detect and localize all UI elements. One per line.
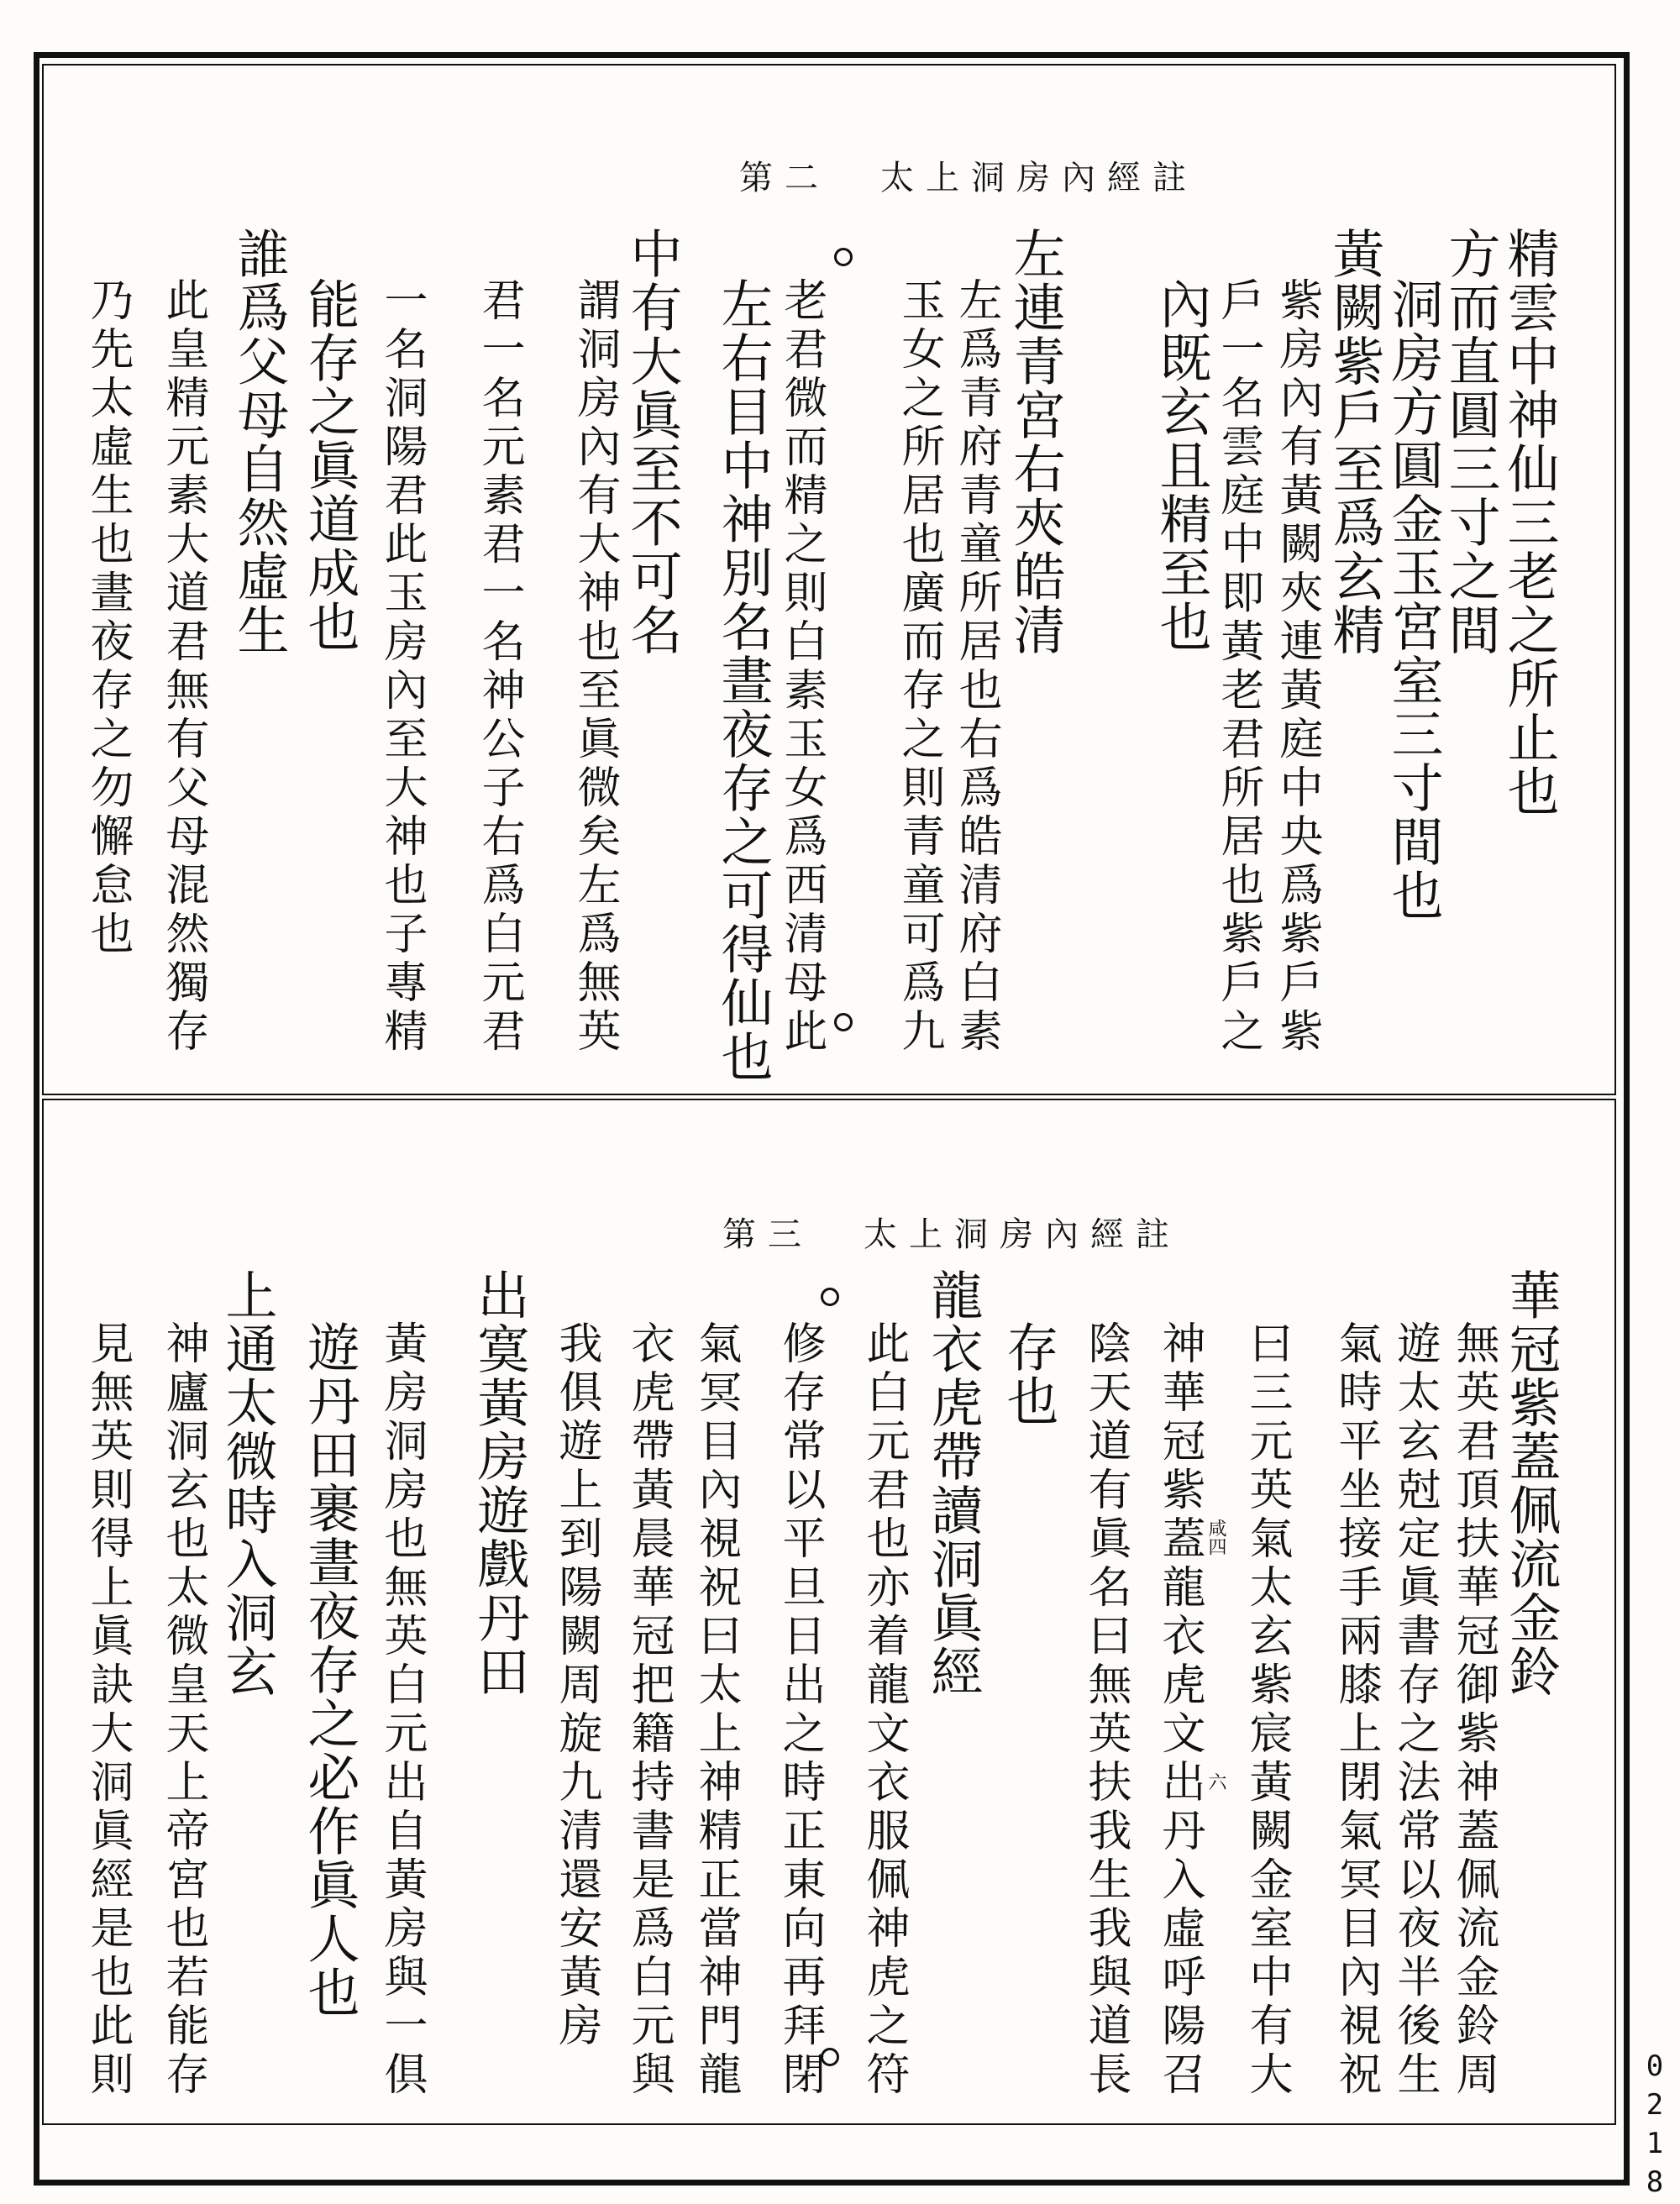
page-number: 0218 [1638, 2049, 1672, 2204]
lower-col-2: 無英君頂扶華冠御紫神蓋佩流金鈴周 [1448, 1320, 1499, 2100]
upper-circle-mark-1 [834, 248, 853, 266]
upper-header-title: 太上洞房內經註 [880, 159, 1198, 197]
lower-col-5: 曰三元英氣太玄紫宸黃闕金室中有大 [1242, 1320, 1292, 2100]
upper-col-14: 謂洞房內有大神也至眞微矣左爲無英 [570, 277, 620, 1057]
upper-col-1: 精雲中神仙三老之所止也 [1499, 227, 1560, 818]
upper-header-page: 第二 [739, 159, 830, 197]
lower-circle-mark-2 [821, 2048, 839, 2066]
upper-col-18: 誰爲父母自然虛生 [228, 227, 290, 657]
upper-col-2: 方而直圓三寸之間 [1440, 227, 1501, 657]
upper-col-17: 能存之眞道成也 [299, 277, 360, 653]
lower-col-14: 我俱遊上到陽闕周旋九清還安黃房 [551, 1320, 601, 2051]
lower-col-3: 遊太玄尅定眞書存之法常以夜半後生 [1389, 1320, 1440, 2100]
lower-col-13: 衣虎帶黃晨華冠把籍持書是爲白元與 [623, 1320, 674, 2100]
lower-col-4: 氣時平坐接手兩膝上閉氣冥目內視祝 [1331, 1320, 1381, 2100]
upper-col-20: 乃先太虛生也晝夜存之勿懈怠也 [82, 277, 133, 959]
lower-col-19: 神廬洞玄也太微皇天上帝宮也若能存 [158, 1320, 208, 2100]
lower-col-15: 出寞黃房遊戲丹田 [469, 1268, 530, 1698]
lower-col-9: 龍衣虎帶讀洞眞經 [922, 1268, 984, 1698]
lower-col-1: 華冠紫蓋佩流金鈴 [1500, 1268, 1562, 1698]
lower-margin-note-1: 咸四 [1205, 1519, 1226, 1556]
lower-header-title: 太上洞房內經註 [864, 1215, 1181, 1254]
lower-circle-mark-1 [821, 1288, 839, 1306]
upper-col-8: 左連青宮右夾皓清 [1005, 227, 1066, 657]
lower-col-6: 神華冠紫蓋龍衣虎文出丹入虛呼陽召 [1154, 1320, 1205, 2100]
upper-col-12: 左右目中神別名晝夜存之可得仙也 [712, 277, 774, 1084]
lower-col-16: 黃房洞房也無英白元出自黃房與一俱 [376, 1320, 427, 2100]
lower-header [722, 1208, 1181, 1256]
upper-col-7: 內既玄且精至也 [1151, 277, 1212, 653]
lower-col-10: 此白元君也亦着龍文衣服佩神虎之符 [858, 1320, 909, 2100]
upper-col-3: 洞房方圓金玉宮室三寸間也 [1383, 277, 1444, 922]
upper-col-19: 此皇精元素大道君無有父母混然獨存 [158, 277, 208, 1057]
lower-col-20: 見無英則得上眞訣大洞眞經是也此則 [82, 1320, 133, 2100]
lower-header-page: 第三 [722, 1215, 813, 1254]
upper-col-10: 玉女之所居也廣而存之則青童可爲九 [894, 277, 944, 1057]
upper-col-13: 中有大眞至不可名 [622, 227, 683, 657]
upper-col-5: 紫房內有黃闕夾連黃庭中央爲紫戶紫 [1272, 277, 1322, 1057]
lower-col-17: 遊丹田裹晝夜存之必作眞人也 [299, 1320, 360, 2019]
lower-margin-note-2: 六 [1205, 1772, 1226, 1791]
lower-col-11: 修存常以平旦日出之時正東向再拜閉 [774, 1320, 825, 2100]
lower-col-18: 上通太微時入洞玄 [217, 1268, 278, 1698]
upper-header [739, 151, 1198, 199]
upper-col-6: 戶一名雲庭中即黃老君所居也紫戶之 [1213, 277, 1263, 1057]
upper-col-4: 黃闕紫戶至爲玄精 [1324, 227, 1385, 657]
upper-col-15: 君一名元素君一名神公子右爲白元君 [474, 277, 524, 1057]
upper-col-9: 左爲青府青童所居也右爲皓清府白素 [951, 277, 1001, 1057]
upper-col-16: 一名洞陽君此玉房內至大神也子專精 [376, 277, 427, 1057]
upper-col-11: 老君微而精之則白素玉女爲西清母此 [776, 277, 827, 1057]
lower-col-7: 陰天道有眞名曰無英扶我生我與道長 [1080, 1320, 1131, 2100]
lower-col-8: 存也 [998, 1320, 1059, 1428]
upper-circle-mark-2 [834, 1013, 853, 1031]
lower-col-12: 氣冥目內視祝曰太上神精正當神門龍 [690, 1320, 741, 2100]
